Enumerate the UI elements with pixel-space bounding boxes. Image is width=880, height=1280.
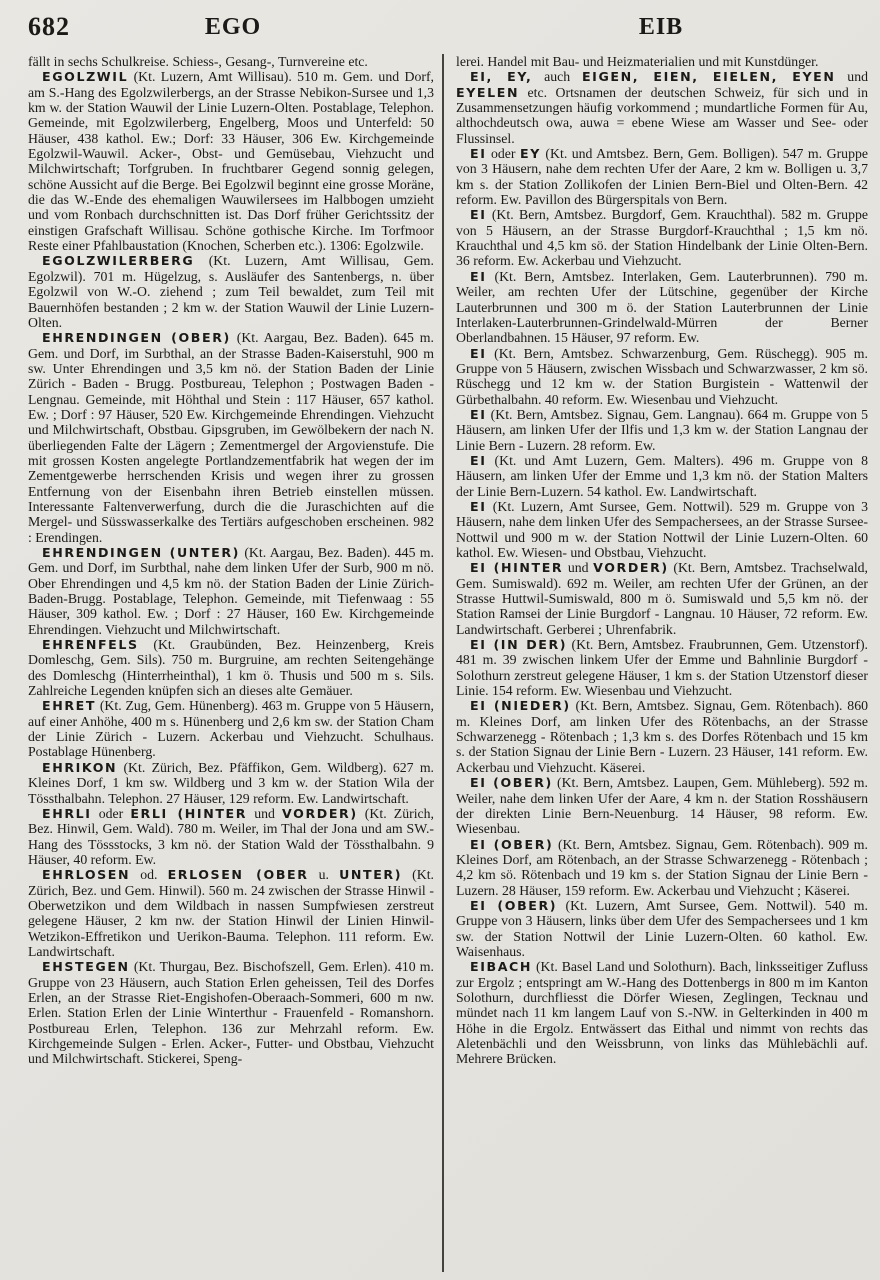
entry-headword: EI [470, 452, 487, 468]
entry-headword: EYELEN [456, 84, 520, 100]
entry-text: auch [532, 69, 582, 85]
entry-text: od. [130, 867, 168, 883]
entry-headword: EI (OBER) [470, 775, 553, 791]
running-head-right: EIB [638, 14, 684, 40]
entry-text: etc. Ortsnamen der deutschen Schweiz, für sich und in Zusammensetzungen häufig vorkommend ; mundartliche Formen für Au, althochdeutsch owa, auwa = ebene Wiese am Wasser und See- oder Flussinsel. [456, 84, 868, 146]
entry-paragraph [28, 253, 434, 330]
entry-headword: EI [470, 146, 487, 162]
page-body [0, 54, 880, 1280]
entry-headword: EHRENDINGEN (UNTER) [42, 545, 240, 560]
entry-text: (Kt. Zug, Gem. Hünenberg). 463 m. Gruppe von 5 Häusern, auf einer Anhöhe, 400 m s. Hünenberg und 2,6 km sw. der Station Cham der Linie Zürich - Luzern. Ackerbau und Viehzucht. Schulhaus. Postablage Hünenberg. [28, 698, 434, 760]
entry-headword: EI [470, 498, 487, 514]
entry-text: (Kt. Bern, Amtsbez. Schwarzenburg, Gem. Rüschegg). 905 m. Gruppe von 5 Häusern, zwischen Wissbach und Schwarzwasser, 2 km sö. Rüschegg und 12 km w. der Station Burgistein - Wattenwil der Gürbethalbahn. 40 reform. Ew. Wiesenbau und Viehzucht. [456, 345, 868, 407]
entry-headword: EIGEN, EIEN, EIELEN, EYEN [581, 69, 836, 85]
entry-text: (Kt. Luzern, Amt Willisau, Gem. Egolzwil). 701 m. Hügelzug, s. Ausläufer des Santenbergs, n. über Egolzwil von W.-O. ziehend ; zum Teil bewaldet, zum Teil mit Bauernhöfen bestanden ; 2 km w. der Station Wauwil der Linie Luzern-Olten. [28, 253, 434, 330]
entry-paragraph [456, 346, 868, 407]
entry-text: und [563, 560, 594, 576]
entry-headword: EHRIKON [42, 759, 118, 775]
entry-text: (Kt. und Amtsbez. Bern, Gem. Bolligen). 547 m. Gruppe von 3 Häusern, nahe dem rechten Ufer der Aare, 2 km w. Bolligen u. 3,7 km s. der Station Zollikofen der Linien Bern-Biel und Olten-Bern. 42 reform. Ew. Pavillon des Bürgerspitals von Bern. [456, 146, 868, 208]
entry-paragraph [28, 637, 434, 698]
entry-paragraph [456, 69, 868, 146]
entry-headword: EI (IN DER) [470, 637, 568, 653]
entry-headword: EI [470, 406, 487, 422]
entry-paragraph [456, 146, 868, 207]
running-head-left: EGO [204, 14, 262, 40]
entry-paragraph [28, 760, 434, 806]
entry-text: fällt in sechs Schulkreise. Schiess-, Gesang-, Turnvereine etc. [28, 54, 368, 69]
entry-text: u. [308, 867, 340, 883]
entry-text: (Kt. Luzern, Amt Sursee, Gem. Nottwil). 540 m. Gruppe von 3 Häusern, links über dem Ufer des Sempachersees und 1 km sw. der Station Nottwil der Linie Luzern-Olten. 60 kathol. Ew. Waisenhaus. [456, 897, 868, 959]
entry-paragraph [456, 560, 868, 637]
entry-text: oder [486, 146, 520, 162]
entry-text: (Kt. Zürich, Bez. Pfäffikon, Gem. Wildberg). 627 m. Kleines Dorf, 1 km sw. Wildberg und 3 km w. der Station Wila der Tössthalbahn. Telephon. 27 Häuser, 129 reform. Ew. Landwirtschaft. [28, 759, 434, 806]
column-divider [442, 54, 444, 1272]
entry-text: (Kt. Bern, Amtsbez. Burgdorf, Gem. Krauchthal). 582 m. Gruppe von 5 Häusern, an der Strasse Burgdorf-Krauchthal ; 1,5 km nö. Krauchthal und 4,5 km sö. der Station Hindelbank der Linie Olten-Bern. 36 reform. Ew. Ackerbau und Viehzucht. [456, 207, 868, 269]
entry-headword: EHSTEGEN [42, 959, 130, 975]
entry-headword: EHRENDINGEN (OBER) [42, 330, 231, 346]
entry-paragraph [456, 637, 868, 698]
entry-paragraph [456, 959, 868, 1066]
right-column [456, 54, 868, 1276]
entry-text: (Kt. Bern, Amtsbez. Interlaken, Gem. Lauterbrunnen). 790 m. Weiler, am rechten Ufer der Lütschine, gegenüber der Kirche Lauterbrunnen und 300 m ö. der Station Lauterbrunnen der Linie Interlaken-Lauterbrunnen-Grindelwald-Mürren der Berner Oberlandbahnen. 15 Häuser, 97 reform. Ew. [456, 268, 868, 346]
entry-headword: VORDER) [593, 560, 669, 576]
entry-headword: EI (NIEDER) [470, 698, 571, 714]
entry-headword: EI (HINTER [470, 560, 564, 576]
entry-text: (Kt. Bern, Amtsbez. Signau, Gem. Langnau). 664 m. Gruppe von 5 Häusern, am linken Ufer der Ilfis und 1,3 km w. der Station Langnau der Linie Bern - Luzern. 28 reform. Ew. [456, 406, 868, 453]
entry-paragraph [28, 959, 434, 1066]
entry-headword: EI [470, 268, 487, 284]
entry-text: (Kt. Thurgau, Bez. Bischofszell, Gem. Erlen). 410 m. Gruppe von 23 Häusern, auch Station Erlen geheissen, Teil des Dorfes Erlen, an der Strasse Riet-Engishofen-Oberaach-Sommeri, 600 m nw. Erlen. Station Erlen der Linie Winterthur - Frauenfeld - Romanshorn. Postbureau Erlen, Telephon. 136 zur Mehrzahl reform. Ew. Kirchgemeinde Sulgen - Erlen. Acker-, Futter- und Obstbau, Viehzucht und Milchwirtschaft. Stickerei, Speng- [28, 959, 434, 1067]
entry-text: (Kt. Bern, Amtsbez. Signau, Gem. Rötenbach). 860 m. Kleines Dorf, am linken Ufer des Rötenbachs, an der Strasse Schwarzenegg - Rötenbach ; 1,3 km s. des Dorfes Rötenbach und 15 km s. der Station Signau der Linie Bern - Luzern. 23 Häuser, 141 reform. Ew. Ackerbau und Viehzucht. Käserei. [456, 698, 868, 775]
left-column [28, 54, 434, 1276]
entry-text: (Kt. Bern, Amtsbez. Laupen, Gem. Mühleberg). 592 m. Weiler, nahe dem linken Ufer der Aare, 4 km n. der Station Rosshäusern der direkten Linie Bern-Neuenburg. 14 Häuser, 98 reform. Ew. Wiesenbau. [456, 775, 868, 837]
entry-headword: EY [520, 146, 541, 162]
entry-text: (Kt. Luzern, Amt Willisau). 510 m. Gem. und Dorf, am S.-Hang des Egolzwilerbergs, an der Strasse Nebikon-Sursee und 1,3 km w. der Station Wauwil der Linie Luzern-Olten. Postablage, Telephon. Gemeinde, mit Egolzwilerberg, Engelberg, Moos und Unterfeld: 50 Häuser, 438 kathol. Ew.; Dorf: 33 Häuser, 306 Ew. Kirchgemeinde Egolzwil-Wauwil. Acker-, Obst- und Gemüsebau, Viehzucht und Milchwirtschaft; Torfgruben. In fruchtbarer Gegend sonnig gelegen, schöne Aussicht auf die Berge. Bei Egolzwil beginnt eine grosse Moräne, die das W.-Ende des ehemaligen Wauwilersees im Halbbogen umzieht und vom Ronbach durchschnitten ist. Das Dorf früher Gerichtssitz der einstigen Grafschaft Willisau. Schöne gothische Kirche. Im Torfmoor Reste einer Pfahlbaustation (Knochen, Scherben etc.). 1306: Egolzwile. [28, 69, 434, 254]
entry-headword: EI (OBER) [470, 836, 554, 852]
continuation-paragraph [28, 54, 434, 69]
entry-text: (Kt. Zürich, Bez. Hinwil, Gem. Wald). 780 m. Weiler, im Thal der Jona und am SW.-Hang des Tössstocks, 3 km nö. der Station Wald der Tössthalbahn. 9 Häuser, 40 reform. Ew. [28, 805, 434, 867]
entry-headword: EI (OBER) [470, 897, 558, 913]
entry-paragraph [456, 207, 868, 268]
running-header [0, 12, 880, 46]
entry-text: (Kt. Aargau, Bez. Baden). 645 m. Gem. und Dorf, im Surbthal, an der Strasse Baden-Kaiserstuhl, 900 m sw. Unter Ehrendingen und 3,5 km nö. der Station Baden der Linie Zürich - Baden - Brugg. Postbureau, Telephon ; Postwagen Baden - Lengnau. Gemeinde, mit Höhthal und Stein : 117 Häuser, 657 kathol. Ew. ; Dorf : 97 Häuser, 520 Ew. Kirchgemeinde Ehrendingen. Viehzucht und Milchwirtschaft, Obstbau. Gipsgruben, im Gewölbekern der nach N. überliegenden Falte der Lägern ; Zementmergel der Argovienstufe. Die mit grossen Kosten angelegte Portlandzementfabrik hat wegen der im Zementgewerbe herrschenden Krisis und wegen ihrer zu grossen Entfernung von der Eisenbahn ihren Betrieb einstellen müssen. Interessante Faltenverwerfung, durch die die Juraschichten auf die Mergel- und Süsswasserkalke des Tertiärs aufgeschoben erscheinen. 982 : Erendingen. [28, 330, 434, 545]
entry-paragraph [28, 69, 434, 253]
entry-headword: ERLOSEN (OBER [167, 867, 309, 883]
entry-paragraph [28, 545, 434, 637]
entry-text: und [247, 805, 283, 821]
entry-paragraph [456, 269, 868, 346]
entry-paragraph [28, 698, 434, 759]
entry-headword: ERLI (HINTER [130, 805, 248, 821]
continuation-paragraph [456, 54, 868, 69]
entry-text: lerei. Handel mit Bau- und Heizmaterialien und mit Kunstdünger. [456, 54, 819, 69]
entry-paragraph [456, 407, 868, 453]
entry-headword: EGOLZWIL [42, 69, 129, 85]
entry-text: (Kt. Graubünden, Bez. Heinzenberg, Kreis Domleschg, Gem. Sils). 750 m. Burgruine, am rechten Seitengehänge des Domleschg (Hinterrheinthal), 1 km ö. Thusis und 500 m s. Sils. Zahlreiche Legenden knüpfen sich an dieses alte Gemäuer. [28, 637, 434, 699]
entry-text: (Kt. Aargau, Bez. Baden). 445 m. Gem. und Dorf, im Surbthal, nahe dem linken Ufer der Surb, 900 m nö. Ober Ehrendingen und 4,5 km nö. der Station Baden der Linie Zürich-Baden-Brugg. Postablage, Telephon. Gemeinde, mit Tiefenwaag : 55 Häuser, 309 kathol. Ew. ; Dorf : 27 Häuser, 160 Ew. Kirchgemeinde Ehrendingen. Viehzucht und Milchwirtschaft. [28, 545, 434, 637]
entry-text: oder [91, 805, 131, 821]
entry-paragraph [456, 898, 868, 959]
entry-text: (Kt. und Amt Luzern, Gem. Malters). 496 m. Gruppe von 8 Häusern, am linken Ufer der Emme und 1,3 km nö. der Station Malters der Linie Bern-Luzern. 54 kathol. Ew. Landwirtschaft. [456, 452, 868, 499]
entry-paragraph [456, 453, 868, 499]
entry-text: (Kt. Zürich, Bez. und Gem. Hinwil). 560 m. 24 zwischen der Strasse Hinwil - Oberwetzikon und dem Wildbach in nassen Sumpfwiesen zerstreut gelegene Häuser, 2 km nw. der Station Hinwil der Linien Hinwil-Wetzikon-Effretikon und Uerikon-Bauma. Telephon. 111 reform. Ew. Landwirtschaft. [28, 867, 434, 959]
page-number: 682 [28, 12, 70, 41]
entry-text: und [835, 69, 868, 85]
entry-headword: EHRLI [42, 805, 92, 821]
entry-headword: EI, EY, [470, 69, 533, 85]
entry-headword: EIBACH [470, 959, 533, 975]
entry-paragraph [28, 330, 434, 545]
entry-paragraph [456, 775, 868, 836]
entry-headword: UNTER) [339, 867, 403, 883]
entry-text: (Kt. Bern, Amtsbez. Trachselwald, Gem. Sumiswald). 692 m. Weiler, am rechten Ufer der Grünen, an der Strasse Huttwil-Sumiswald, 800 m ö. Sumiswald und 5,5 km nö. der Station Ramsei der Linie Burgdorf - Langnau. 10 Häuser, 72 reform. Ew. Landwirtschaft. Gerberei ; Uhrenfabrik. [456, 560, 868, 637]
entry-headword: EHRENFELS [42, 637, 139, 653]
entry-text: (Kt. Basel Land und Solothurn). Bach, linksseitiger Zufluss zur Ergolz ; entspringt am W.-Hang des Dottenbergs in 800 m im Kanton Solothurn, durchfliesst die Dörfer Wiesen, Zeglingen, Tecknau und mündet nach 11 km langem Lauf von S.-NW. in Gelterkinden in 400 m Höhe in die Ergolz. Entwässert das Eithal und nimmt von rechts das Aletenbächli und den Weissbrunn, von links das Mühlebächli auf. Mehrere Brücken. [456, 959, 868, 1067]
entry-headword: EI [470, 345, 487, 361]
entry-paragraph [456, 698, 868, 775]
entry-paragraph [28, 806, 434, 867]
entry-text: (Kt. Bern, Amtsbez. Signau, Gem. Rötenbach). 909 m. Kleines Dorf, am Rötenbach, an der Strasse Schwarzenegg - Rötenbach ; 4,2 km sö. Rötenbach und 19 km s. der Station Signau der Linie Bern - Luzern. 28 Häuser, 159 reform. Ew. Ackerbau und Viehzucht ; Käserei. [456, 836, 868, 898]
entry-paragraph [28, 867, 434, 959]
entry-headword: EHRET [42, 698, 97, 714]
entry-headword: EHRLOSEN [42, 867, 131, 883]
entry-headword: EGOLZWILERBERG [42, 253, 195, 269]
entry-text: (Kt. Bern, Amtsbez. Fraubrunnen, Gem. Utzenstorf). 481 m. 39 zwischen linkem Ufer der Emme und Bahnlinie Burgdorf - Solothurn zerstreut gelegene Häuser, 1 km s. der Station Utzenstorf dieser Linie. 154 reform. Ew. Wiesenbau und Viehzucht. [456, 637, 868, 699]
entry-headword: VORDER) [282, 805, 358, 821]
entry-paragraph [456, 837, 868, 898]
entry-headword: EI [470, 207, 487, 223]
entry-paragraph [456, 499, 868, 560]
entry-text: (Kt. Luzern, Amt Sursee, Gem. Nottwil). 529 m. Gruppe von 3 Häusern, nahe dem linken Ufer des Sempachersees, an der Strasse Sursee-Nottwil und 900 m w. der Station Nottwil der Linie Luzern-Olten. 60 kathol. Ew. Wiesen- und Obstbau, Viehzucht. [456, 498, 868, 560]
